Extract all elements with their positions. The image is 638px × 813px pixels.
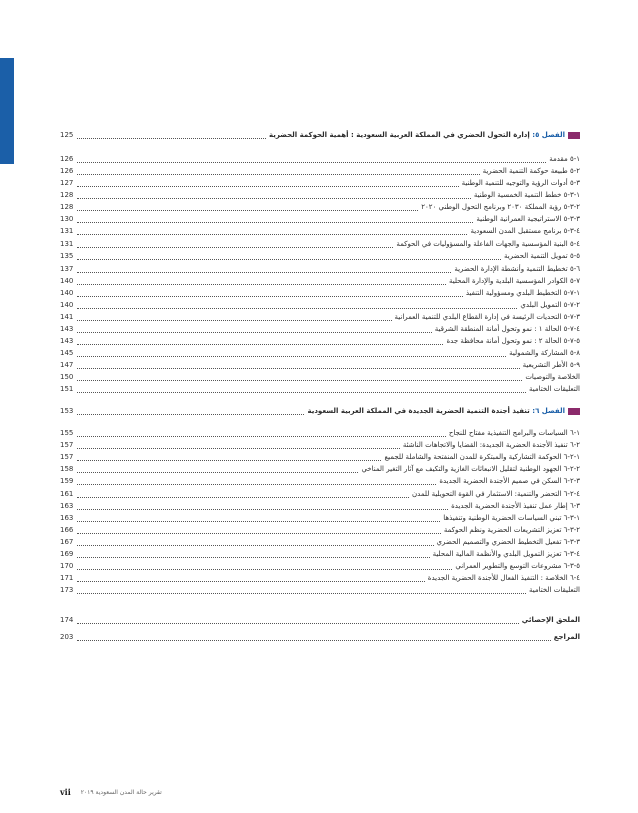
toc-leader-dots	[77, 545, 434, 546]
chapter-marker-icon	[568, 132, 580, 139]
toc-page-number: 143	[60, 337, 74, 345]
toc-page-number: 170	[60, 562, 74, 570]
toc-page-number: 131	[60, 227, 74, 235]
toc-entry-title: ٤-٧-٥ الحالة ١ : نمو وتحول أمانة المنطقة الشرقية	[434, 325, 580, 333]
toc-leader-dots	[77, 296, 463, 297]
chapter-label: الفصل ٥:	[532, 131, 565, 139]
toc-leader-dots	[77, 472, 358, 473]
toc-row[interactable]	[60, 189, 580, 201]
toc-entry-title: ٤-٥ البنية المؤسسية والجهات الفاعلة والمسؤوليات في الحوكمة	[396, 240, 580, 248]
toc-page-number: 128	[60, 203, 74, 211]
toc-row[interactable]	[60, 383, 580, 395]
toc-entry-title: ٨-٥ المشاركة والشمولية	[509, 349, 580, 357]
toc-entry-title	[269, 129, 565, 141]
toc-row[interactable]	[60, 631, 580, 643]
toc-leader-dots	[77, 234, 467, 235]
toc-row[interactable]	[60, 427, 580, 439]
toc-page-number: 135	[60, 252, 74, 260]
toc-row[interactable]	[60, 347, 580, 359]
toc-page-number: 140	[60, 301, 74, 309]
toc-page-number: 159	[60, 477, 74, 485]
toc-entry-title: ٧-٥ الكوادر المؤسسية البلدية والإدارة المحلية	[448, 277, 580, 285]
toc-entry-title: ٤-٦ الخلاصة : التنفيذ الفعال للأجندة الحضرية الجديدة	[427, 574, 580, 582]
toc-leader-dots	[77, 623, 519, 624]
toc-leader-dots	[77, 436, 446, 437]
toc-leader-dots	[77, 344, 443, 345]
toc-leader-dots	[77, 174, 480, 175]
toc-page-number: 141	[60, 313, 74, 321]
toc-page-number: 163	[60, 514, 74, 522]
toc-chapter-row[interactable]	[60, 405, 580, 417]
toc-row[interactable]	[60, 584, 580, 596]
toc-entry-title: ٥-٥ تمويل التنمية الحضرية	[503, 252, 580, 260]
toc-page-number: 157	[60, 441, 74, 449]
toc-entry-title: ٢-٥ طبيعة حوكمة التنمية الحضرية	[482, 167, 580, 175]
toc-row[interactable]	[60, 201, 580, 213]
toc-entry-title: ٢-٢-٦ الجهود الوطنية لتقليل الانبعاثات الغازية والتكيف مع آثار التغير المناخي	[361, 465, 580, 473]
toc-page-number: 169	[60, 550, 74, 558]
toc-page-number: 161	[60, 490, 74, 498]
toc-row[interactable]	[60, 165, 580, 177]
toc-entry-title: المراجع	[553, 633, 580, 641]
toc-chapter-row[interactable]	[60, 129, 580, 141]
toc-page-number: 140	[60, 277, 74, 285]
toc-page-number: 174	[60, 616, 74, 624]
toc-leader-dots	[77, 368, 520, 369]
toc-entry-title: ١-٧-٥ التخطيط البلدي ومسؤولية التنفيذ	[465, 289, 580, 297]
toc-entry-title: ٣-٣-٦ تفعيل التخطيط الحضري والتصميم الحضري	[436, 538, 580, 546]
toc-row[interactable]	[60, 500, 580, 512]
toc-row[interactable]	[60, 439, 580, 451]
toc-entry-title: ١-٦ السياسات والبرامج التنفيذية مفتاح للنجاح	[448, 429, 580, 437]
toc-entry-title: ٣-٣-٥ الاستراتيجية العمرانية الوطنية	[476, 215, 580, 223]
toc-row[interactable]	[60, 572, 580, 584]
toc-entry-title: ٢-٣-٥ رؤية المملكة ٢٠٣٠ وبرنامج التحول الوطني ٢٠٢٠	[421, 203, 580, 211]
toc-leader-dots	[77, 460, 381, 461]
toc-page-number: 127	[60, 179, 74, 187]
toc-page-number: 151	[60, 385, 74, 393]
toc-leader-dots	[77, 533, 441, 534]
chapter-title: تنفيذ أجندة التنمية الحضرية الجديدة في المملكة العربية السعودية	[307, 407, 530, 415]
toc-leader-dots	[77, 198, 471, 199]
toc-page-number: 130	[60, 215, 74, 223]
toc-leader-dots	[77, 259, 501, 260]
toc-row[interactable]	[60, 177, 580, 189]
toc-leader-dots	[77, 521, 440, 522]
toc-row[interactable]	[60, 225, 580, 237]
toc-leader-dots	[77, 557, 430, 558]
toc-page-number: 155	[60, 429, 74, 437]
toc-page-number: 171	[60, 574, 74, 582]
toc-leader-dots	[77, 448, 400, 449]
toc-entry-title: ٩-٥ الأطر التشريعية	[522, 361, 580, 369]
toc-row[interactable]	[60, 238, 580, 250]
toc-leader-dots	[77, 509, 448, 510]
toc-entry-title: الملحق الإحصائي	[521, 616, 580, 624]
toc-row[interactable]	[60, 250, 580, 262]
toc-page-number: 126	[60, 167, 74, 175]
toc-page-number: 137	[60, 265, 74, 273]
toc-leader-dots	[77, 581, 425, 582]
toc-page-number: 166	[60, 526, 74, 534]
toc-row[interactable]	[60, 488, 580, 500]
toc-entry-title: ٢-٣-٦ تعزيز التشريعات الحضرية ونظم الحوكمة	[443, 526, 580, 534]
toc-row[interactable]	[60, 287, 580, 299]
toc-leader-dots	[77, 284, 446, 285]
toc-entry-title: ٦-٥ تخطيط التنمية وأنشطة الإدارة الحضرية	[454, 265, 580, 273]
toc-leader-dots	[77, 222, 473, 223]
toc-page-number: 126	[60, 155, 74, 163]
toc-leader-dots	[77, 332, 432, 333]
toc-page-number: 153	[60, 407, 74, 415]
toc-leader-dots	[77, 380, 522, 381]
toc-row[interactable]	[60, 614, 580, 626]
toc-row[interactable]	[60, 299, 580, 311]
toc-row[interactable]	[60, 153, 580, 165]
toc-entry-title: ٢-٦ تنفيذ الأجندة الحضرية الجديدة: القضايا والاتجاهات الناشئة	[402, 441, 580, 449]
toc-row[interactable]	[60, 451, 580, 463]
toc-page-number: 147	[60, 361, 74, 369]
toc-entry-title: ٣-٢-٦ السكن في صميم الأجندة الحضرية الجديدة	[439, 477, 580, 485]
toc-leader-dots	[77, 138, 266, 139]
toc-row[interactable]	[60, 463, 580, 475]
toc-row[interactable]	[60, 275, 580, 287]
toc-entry-title: ٤-٣-٥ برنامج مستقبل المدن السعودية	[470, 227, 580, 235]
toc-entry-title: التعليقات الختامية	[529, 385, 580, 393]
chapter-marker-icon	[568, 408, 580, 415]
toc-leader-dots	[77, 210, 418, 211]
toc-row[interactable]	[60, 371, 580, 383]
toc-entry-title: ٣-٦ إطار عمل تنفيذ الأجندة الحضرية الجديدة	[451, 502, 580, 510]
toc-leader-dots	[77, 414, 304, 415]
toc-page-number: 145	[60, 349, 74, 357]
toc-page-number: 157	[60, 453, 74, 461]
toc-entry-title: ١-٣-٥ خطط التنمية الخمسية الوطنية	[473, 191, 580, 199]
toc-entry-title: ٣-٧-٥ التحديات الرئيسة في إدارة القطاع البلدي للتنمية العمرانية	[394, 313, 580, 321]
toc-leader-dots	[77, 484, 436, 485]
report-title: تقرير حالة المدن السعودية ٢٠١٩	[80, 788, 162, 796]
toc-leader-dots	[77, 186, 459, 187]
toc-entry-title: ٣-٥ أدوات الرؤية والتوجيه للتنمية الوطنية	[461, 179, 580, 187]
toc-leader-dots	[77, 320, 392, 321]
toc-entry-title: ٢-٧-٥ التمويل البلدي	[520, 301, 580, 309]
toc-leader-dots	[77, 640, 551, 641]
toc-page-number: 163	[60, 502, 74, 510]
toc-entry-title: التعليقات الختامية	[529, 586, 580, 594]
toc-page-number: 167	[60, 538, 74, 546]
toc-leader-dots	[77, 569, 452, 570]
toc-entry-title: ١-٣-٦ تبني السياسات الحضرية الوطنية وتنفيذها	[443, 514, 580, 522]
toc-leader-dots	[77, 162, 546, 163]
toc-row[interactable]	[60, 536, 580, 548]
toc-row[interactable]	[60, 512, 580, 524]
toc-page-number: 140	[60, 289, 74, 297]
toc-row[interactable]	[60, 560, 580, 572]
toc-entry-title: ٤-٣-٦ تعزيز التمويل البلدي والأنظمة المالية المحلية	[432, 550, 580, 558]
toc-leader-dots	[77, 356, 506, 357]
chapter-title: إدارة التحول الحضري في المملكة العربية السعودية : أهمية الحوكمة الحضرية	[268, 131, 530, 139]
page-footer	[60, 786, 200, 798]
toc-row[interactable]	[60, 548, 580, 560]
toc-page-number: 203	[60, 633, 74, 641]
toc-row[interactable]	[60, 359, 580, 371]
toc-entry-title: ٥-٣-٦ مشروعات التوسع والتطوير العمراني	[455, 562, 580, 570]
toc-row[interactable]	[60, 524, 580, 536]
toc-leader-dots	[77, 392, 526, 393]
toc-page-number: 128	[60, 191, 74, 199]
page-number-roman: vii	[60, 787, 71, 797]
toc-leader-dots	[77, 247, 393, 248]
toc-page-number: 158	[60, 465, 74, 473]
toc-entry-title	[307, 405, 565, 417]
toc-page-number: 125	[60, 131, 74, 139]
toc-row[interactable]	[60, 263, 580, 275]
toc-page-number: 173	[60, 586, 74, 594]
toc-entry-title: ١-٢-٦ الحوكمة التشاركية والمبتكرة للمدن المنفتحة والشاملة للجميع	[384, 453, 580, 461]
toc-row[interactable]	[60, 475, 580, 487]
toc-entry-title: ٥-٧-٥ الحالة ٢ : نمو وتحول أمانة محافظة جدة	[446, 337, 580, 345]
toc-entry-title: ١-٥ مقدمة	[549, 155, 580, 163]
toc-row[interactable]	[60, 311, 580, 323]
toc-leader-dots	[77, 497, 409, 498]
toc-leader-dots	[77, 593, 526, 594]
toc-page-number: 143	[60, 325, 74, 333]
toc-row[interactable]	[60, 335, 580, 347]
toc-entry-title: الخلاصة والتوصيات	[525, 373, 580, 381]
toc-leader-dots	[77, 308, 517, 309]
toc-page-number: 150	[60, 373, 74, 381]
toc-page-number: 131	[60, 240, 74, 248]
toc-row[interactable]	[60, 323, 580, 335]
toc-leader-dots	[77, 272, 451, 273]
toc-row[interactable]	[60, 213, 580, 225]
toc-entry-title: ٤-٢-٦ التحضر والتنمية: الاستثمار في القوة التحويلية للمدن	[412, 490, 580, 498]
chapter-label: الفصل ٦:	[532, 407, 565, 415]
side-tab-bar	[0, 58, 14, 164]
